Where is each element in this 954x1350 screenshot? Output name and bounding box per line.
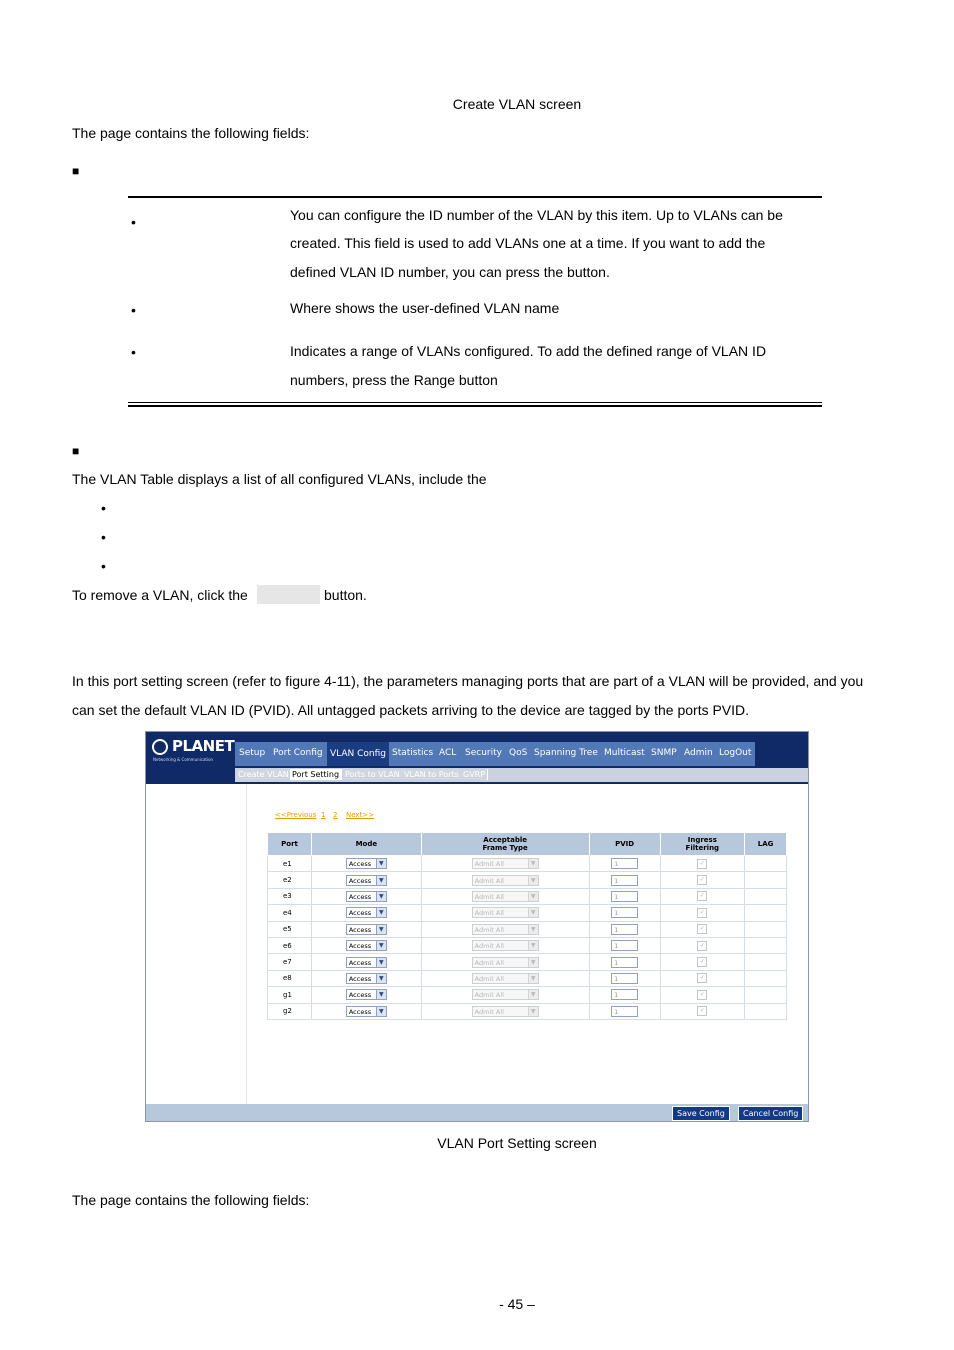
- ingress-filter-checkbox: ✓: [697, 1006, 707, 1016]
- pager-page-1[interactable]: 1: [321, 811, 326, 819]
- table-row: [268, 921, 787, 937]
- chevron-down-icon: ▼: [376, 925, 386, 934]
- main-nav: [235, 742, 755, 766]
- lag-cell: [745, 921, 787, 937]
- ingress-cell: [660, 905, 745, 921]
- nav-qos[interactable]: QoS: [509, 748, 528, 758]
- frame-type-select: Admit All ▼: [472, 957, 539, 968]
- chevron-down-icon: ▼: [376, 908, 386, 917]
- frame-type-cell: [421, 970, 589, 986]
- lag-cell: [745, 937, 787, 953]
- chevron-down-icon: ▼: [528, 925, 538, 934]
- section-marker-1: ■: [72, 164, 80, 178]
- chevron-down-icon: ▼: [376, 974, 386, 983]
- lag-cell: [745, 1003, 787, 1019]
- subnav-port-setting[interactable]: Port Setting: [290, 769, 342, 780]
- frame-type-select: Admit All ▼: [472, 891, 539, 902]
- frame-type-select: Admit All ▼: [472, 924, 539, 935]
- pvid-input[interactable]: 1: [611, 891, 638, 902]
- port-cell: e2: [268, 872, 312, 888]
- chevron-down-icon: ▼: [528, 990, 538, 999]
- mode-select[interactable]: Access ▼: [346, 973, 387, 984]
- field-desc-1-line-2: created. This field is used to add VLANs one at a time. If you want to add the: [290, 235, 766, 251]
- chevron-down-icon: ▼: [528, 859, 538, 868]
- chevron-down-icon: ▼: [528, 958, 538, 967]
- frame-type-cell: [421, 888, 589, 904]
- table-row: [268, 872, 787, 888]
- bottom-caption: VLAN Port Setting screen: [437, 1135, 597, 1151]
- nav-vlan-config[interactable]: VLAN Config: [327, 742, 389, 766]
- frame-type-cell: [421, 905, 589, 921]
- frame-type-select: Admit All ▼: [472, 1006, 539, 1017]
- ingress-cell: [660, 888, 745, 904]
- pvid-cell: [589, 921, 660, 937]
- port-cell: e3: [268, 888, 312, 904]
- pvid-input[interactable]: 1: [611, 989, 638, 1000]
- mode-cell: [312, 856, 422, 872]
- ingress-filter-checkbox: ✓: [697, 859, 707, 869]
- lag-cell: [745, 856, 787, 872]
- col-lag: LAG: [745, 833, 787, 856]
- port-cell: g1: [268, 987, 312, 1003]
- chevron-down-icon: ▼: [528, 908, 538, 917]
- mode-cell: [312, 905, 422, 921]
- chevron-down-icon: ▼: [376, 958, 386, 967]
- ingress-filter-checkbox: ✓: [697, 957, 707, 967]
- pvid-input[interactable]: 1: [611, 924, 638, 935]
- mode-cell: [312, 987, 422, 1003]
- table-row: [268, 987, 787, 1003]
- mode-select[interactable]: Access ▼: [346, 989, 387, 1000]
- ingress-cell: [660, 872, 745, 888]
- nav-acl[interactable]: ACL: [439, 748, 457, 758]
- pager-page-2[interactable]: 2: [333, 811, 338, 819]
- ingress-filter-checkbox: ✓: [697, 891, 707, 901]
- port-setting-para-line-1: In this port setting screen (refer to figure 4-11), the parameters managing ports that are part of a VLAN will be provided, and you: [72, 673, 864, 689]
- col-mode: Mode: [312, 833, 422, 856]
- pager-next[interactable]: Next>>: [346, 811, 375, 819]
- subnav-create-vlan[interactable]: Create VLAN: [236, 769, 292, 780]
- col-ingress: Ingress Filtering: [660, 833, 745, 856]
- chevron-down-icon: ▼: [376, 990, 386, 999]
- lag-cell: [745, 872, 787, 888]
- list-bullet-2: •: [101, 529, 106, 545]
- pvid-input[interactable]: 1: [611, 858, 638, 869]
- save-config-button[interactable]: Save Config: [672, 1106, 730, 1121]
- ingress-filter-checkbox: ✓: [697, 924, 707, 934]
- nav-statistics[interactable]: Statistics: [392, 748, 434, 758]
- subnav-vlan-to-ports[interactable]: VLAN to Ports: [402, 769, 462, 780]
- port-setting-para-line-2: can set the default VLAN ID (PVID). All untagged packets arriving to the device are tagged by the ports PVID.: [72, 702, 750, 718]
- nav-port-config[interactable]: Port Config: [273, 748, 323, 758]
- pvid-cell: [589, 905, 660, 921]
- top-caption: Create VLAN screen: [452, 96, 582, 112]
- port-setting-screenshot: [145, 731, 809, 1122]
- port-setting-table: [267, 832, 787, 1020]
- logo-icon: [152, 739, 168, 755]
- field-desc-1-line-1: You can configure the ID number of the VLAN by this item. Up to VLANs can be: [290, 207, 783, 223]
- pvid-cell: [589, 1003, 660, 1019]
- nav-admin[interactable]: Admin: [684, 748, 713, 758]
- table-bottom-rule-1: [128, 402, 822, 403]
- subnav-ports-to-vlan[interactable]: Ports to VLAN: [343, 769, 403, 780]
- pvid-cell: [589, 872, 660, 888]
- remove-text: To remove a VLAN, click the: [72, 587, 248, 603]
- lag-cell: [745, 954, 787, 970]
- chevron-down-icon: ▼: [528, 876, 538, 885]
- pvid-input[interactable]: 1: [611, 1006, 638, 1017]
- pvid-cell: [589, 937, 660, 953]
- nav-multicast[interactable]: Multicast: [604, 748, 645, 758]
- table-row: [268, 937, 787, 953]
- bullet-3: •: [131, 344, 136, 360]
- pvid-cell: [589, 888, 660, 904]
- port-cell: e6: [268, 937, 312, 953]
- mode-select[interactable]: Access ▼: [346, 858, 387, 869]
- table-top-rule: [128, 196, 822, 198]
- frame-type-select: Admit All ▼: [472, 907, 539, 918]
- ingress-filter-checkbox: ✓: [697, 973, 707, 983]
- col-pvid: PVID: [589, 833, 660, 856]
- chevron-down-icon: ▼: [376, 1007, 386, 1016]
- port-cell: e5: [268, 921, 312, 937]
- port-cell: g2: [268, 1003, 312, 1019]
- section-marker-2: ■: [72, 444, 80, 458]
- ingress-cell: [660, 856, 745, 872]
- ingress-cell: [660, 937, 745, 953]
- delete-button-image: [257, 585, 320, 604]
- col-frame-type: Acceptable Frame Type: [421, 833, 589, 856]
- table-row: [268, 954, 787, 970]
- mode-cell: [312, 1003, 422, 1019]
- chevron-down-icon: ▼: [528, 1007, 538, 1016]
- chevron-down-icon: ▼: [376, 859, 386, 868]
- port-cell: e8: [268, 970, 312, 986]
- mode-select[interactable]: Access ▼: [346, 940, 387, 951]
- ingress-cell: [660, 970, 745, 986]
- frame-type-cell: [421, 954, 589, 970]
- port-cell: e7: [268, 954, 312, 970]
- ingress-filter-checkbox: ✓: [697, 908, 707, 918]
- list-bullet-3: •: [101, 558, 106, 574]
- frame-type-cell: [421, 1003, 589, 1019]
- mode-cell: [312, 872, 422, 888]
- nav-spanning-tree[interactable]: Spanning Tree: [534, 748, 598, 758]
- field-desc-3-line-1: Indicates a range of VLANs configured. To add the defined range of VLAN ID: [290, 343, 767, 359]
- table-row: [268, 888, 787, 904]
- lag-cell: [745, 970, 787, 986]
- field-desc-1-line-3: defined VLAN ID number, you can press the button.: [290, 264, 610, 280]
- left-panel: [146, 784, 247, 1104]
- frame-type-cell: [421, 937, 589, 953]
- mode-select[interactable]: Access ▼: [346, 1006, 387, 1017]
- lag-cell: [745, 987, 787, 1003]
- pvid-input[interactable]: 1: [611, 940, 638, 951]
- planet-logo: PLANET Networking & Communication: [153, 737, 235, 762]
- port-cell: e4: [268, 905, 312, 921]
- chevron-down-icon: ▼: [528, 941, 538, 950]
- lag-cell: [745, 888, 787, 904]
- pvid-input[interactable]: 1: [611, 907, 638, 918]
- pvid-cell: [589, 987, 660, 1003]
- remove-text-end: button.: [324, 587, 367, 603]
- ingress-cell: [660, 954, 745, 970]
- ingress-cell: [660, 1003, 745, 1019]
- frame-type-cell: [421, 872, 589, 888]
- bullet-1: •: [131, 214, 136, 230]
- mode-select[interactable]: Access ▼: [346, 875, 387, 886]
- header-bar: [146, 732, 809, 784]
- chevron-down-icon: ▼: [528, 892, 538, 901]
- chevron-down-icon: ▼: [376, 876, 386, 885]
- mode-cell: [312, 937, 422, 953]
- sub-nav: [235, 768, 809, 782]
- mode-select[interactable]: Access ▼: [346, 891, 387, 902]
- field-desc-3-line-2: numbers, press the Range button: [290, 372, 498, 388]
- table-bottom-rule-2: [128, 405, 822, 407]
- table-row: [268, 856, 787, 872]
- col-port: Port: [268, 833, 312, 856]
- table-row: [268, 905, 787, 921]
- nav-security[interactable]: Security: [465, 748, 502, 758]
- pvid-cell: [589, 954, 660, 970]
- nav-snmp[interactable]: SNMP: [651, 748, 677, 758]
- table-row: [268, 970, 787, 986]
- mode-cell: [312, 970, 422, 986]
- frame-type-cell: [421, 987, 589, 1003]
- ingress-filter-checkbox: ✓: [697, 990, 707, 1000]
- mode-select[interactable]: Access ▼: [346, 924, 387, 935]
- field-desc-2: Where shows the user-defined VLAN name: [290, 300, 560, 316]
- pvid-cell: [589, 970, 660, 986]
- list-bullet-1: •: [101, 500, 106, 516]
- ingress-filter-checkbox: ✓: [697, 941, 707, 951]
- nav-logout[interactable]: LogOut: [719, 748, 752, 758]
- frame-type-select: Admit All ▼: [472, 940, 539, 951]
- chevron-down-icon: ▼: [376, 941, 386, 950]
- nav-setup[interactable]: Setup: [239, 748, 266, 758]
- table-row: [268, 1003, 787, 1019]
- frame-type-select: Admit All ▼: [472, 973, 539, 984]
- chevron-down-icon: ▼: [376, 892, 386, 901]
- fields-intro: The page contains the following fields:: [72, 125, 310, 141]
- pager-previous[interactable]: <<Previous: [275, 811, 317, 819]
- mode-cell: [312, 954, 422, 970]
- ingress-filter-checkbox: ✓: [697, 875, 707, 885]
- ingress-cell: [660, 987, 745, 1003]
- frame-type-select: Admit All ▼: [472, 875, 539, 886]
- pvid-input[interactable]: 1: [611, 875, 638, 886]
- page-number: - 45 –: [499, 1296, 535, 1312]
- table-header-row: [268, 833, 787, 856]
- port-cell: e1: [268, 856, 312, 872]
- frame-type-select: Admit All ▼: [472, 858, 539, 869]
- chevron-down-icon: ▼: [528, 974, 538, 983]
- pvid-cell: [589, 856, 660, 872]
- ingress-cell: [660, 921, 745, 937]
- mode-select[interactable]: Access ▼: [346, 957, 387, 968]
- bullet-2: •: [131, 302, 136, 318]
- fields-outro: The page contains the following fields:: [72, 1192, 310, 1208]
- pvid-input[interactable]: 1: [611, 957, 638, 968]
- frame-type-cell: [421, 921, 589, 937]
- subnav-gvrp[interactable]: GVRP: [461, 769, 488, 780]
- mode-select[interactable]: Access ▼: [346, 907, 387, 918]
- cancel-config-button[interactable]: Cancel Config: [738, 1106, 803, 1121]
- lag-cell: [745, 905, 787, 921]
- vlan-table-text: The VLAN Table displays a list of all configured VLANs, include the: [72, 471, 487, 487]
- pvid-input[interactable]: 1: [611, 973, 638, 984]
- mode-cell: [312, 921, 422, 937]
- frame-type-cell: [421, 856, 589, 872]
- mode-cell: [312, 888, 422, 904]
- frame-type-select: Admit All ▼: [472, 989, 539, 1000]
